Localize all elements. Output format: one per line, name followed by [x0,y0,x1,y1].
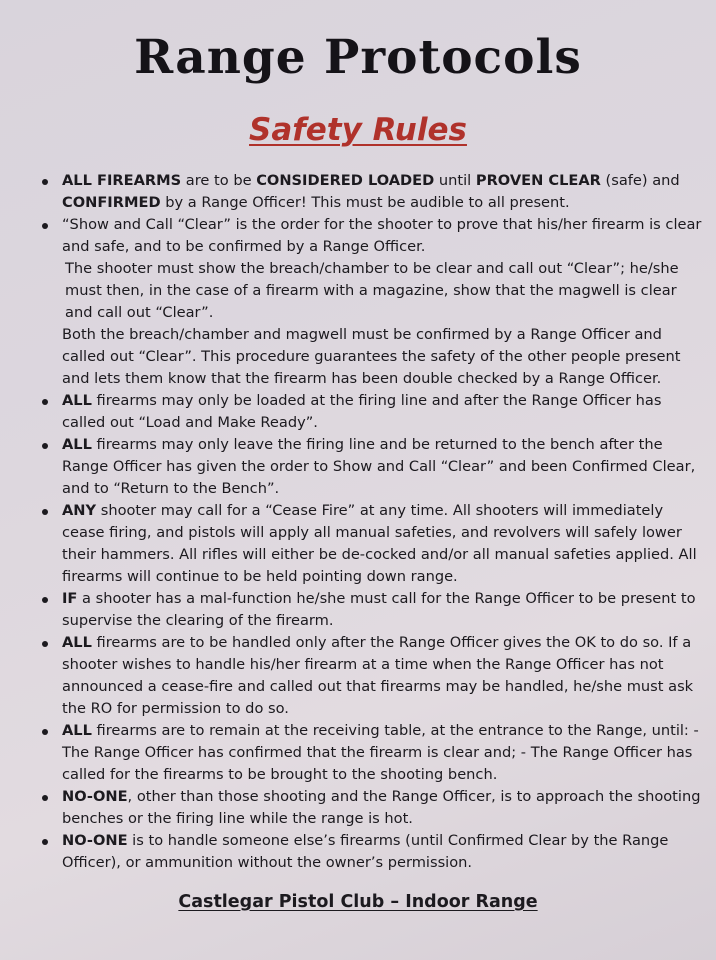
bullet-icon [42,597,48,603]
bullet-icon [42,729,48,735]
bullet-icon [42,223,48,229]
list-item: NO-ONE, other than those shooting and the Range Officer, is to approach the shooting benches or the firing line while the range is hot. [28,786,708,830]
rules-list [28,170,708,874]
list-item: ALL firearms are to remain at the receiving table, at the entrance to the Range, until: - The Range Officer has confirmed that the firearm is clear and; - The Range Officer has called for the firearms to be brought to the shooting bench. [28,720,708,786]
bullet-icon [42,795,48,801]
list-item: ALL firearms may only leave the firing line and be returned to the bench after the Range Officer has given the order to Show and Call “Clear” and been Confirmed Clear, and to “Return to the Bench”. [28,434,708,500]
bullet-icon [42,641,48,647]
list-item: “Show and Call “Clear” is the order for the shooter to prove that his/her firearm is clear and safe, and to be confirmed by a Range Officer. The shooter must show the breach/chamber to be clear and call out “Clear”; he/she must then, in the case of a firearm with a magazine, show that the magwell is clear and call out “Clear”. Both the breach/chamber and magwell must be confirmed by a Range Officer and called out “Clear”. This procedure guarantees the safety of the other people present and lets them know that the firearm has been double checked by a Range Officer. [28,214,708,390]
list-item: ALL firearms are to be handled only after the Range Officer gives the OK to do so. If a shooter wishes to handle his/her firearm at a time when the Range Officer has not announced a cease-fire and called out that firearms may be handled, he/she must ask the RO for permission to do so. [28,632,708,720]
page-title: Range Protocols [134,30,582,85]
bullet-icon [42,443,48,449]
list-item: NO-ONE is to handle someone else’s firearms (until Confirmed Clear by the Range Officer), or ammunition without the owner’s permission. [28,830,708,874]
bullet-icon [42,399,48,405]
section-subtitle: Safety Rules [249,112,467,148]
bullet-icon [42,839,48,845]
bullet-icon [42,179,48,185]
list-item: ANY shooter may call for a “Cease Fire” at any time. All shooters will immediately cease firing, and pistols will apply all manual safeties, and revolvers will safely lower their hammers. All rifles will either be de-cocked and/or all manual safeties applied. All firearms will continue to be held pointing down range. [28,500,708,588]
list-item: IF a shooter has a mal-function he/she must call for the Range Officer to be present to supervise the clearing of the firearm. [28,588,708,632]
bullet-icon [42,509,48,515]
list-item: ALL firearms may only be loaded at the firing line and after the Range Officer has called out “Load and Make Ready”. [28,390,708,434]
list-item: ALL FIREARMS are to be CONSIDERED LOADED until PROVEN CLEAR (safe) and CONFIRMED by a Range Officer! This must be audible to all present. [28,170,708,214]
club-footer: Castlegar Pistol Club – Indoor Range [178,892,538,912]
